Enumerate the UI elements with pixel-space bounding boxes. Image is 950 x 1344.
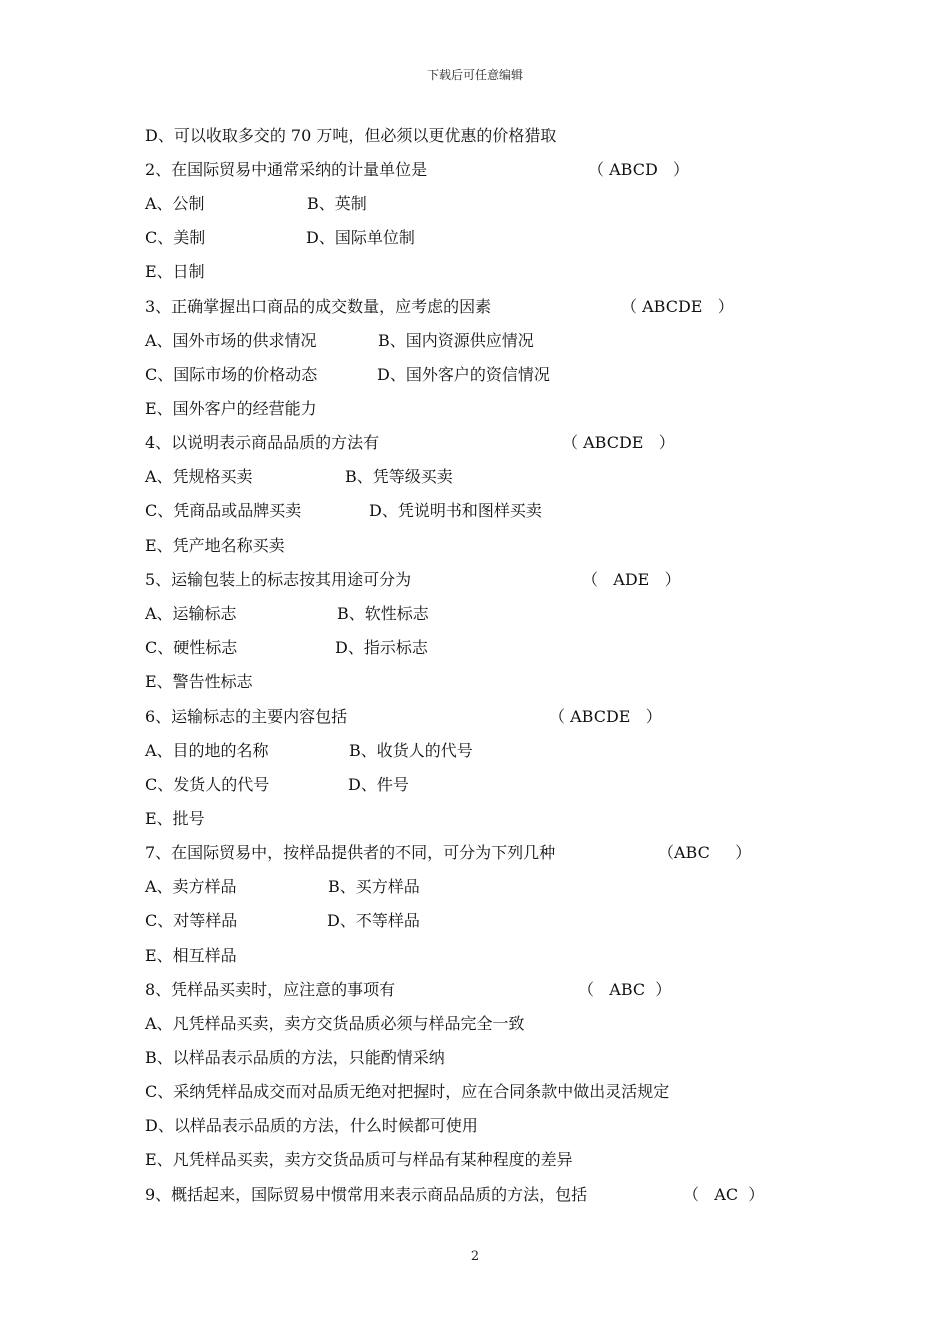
option-a: A、目的地的名称 (145, 741, 269, 760)
option-a: A、卖方样品 (145, 877, 237, 896)
question-text: 6、运输标志的主要内容包括 (145, 707, 348, 726)
option-b: B、国内资源供应情况 (378, 331, 534, 350)
answer-key: （ ABCD ） (588, 160, 690, 179)
option-a: A、公制 (145, 194, 205, 213)
question-text: 3、正确掌握出口商品的成交数量，应考虑的因素 (145, 297, 492, 316)
option-c: C、美制 (145, 228, 206, 247)
option-e: E、日制 (145, 262, 205, 281)
answer-key: （ ADE ） (582, 570, 681, 589)
option-d: D、指示标志 (335, 638, 428, 657)
option-d: D、不等样品 (327, 911, 420, 930)
answer-key: （ ABCDE ） (621, 297, 734, 316)
question-text: 7、在国际贸易中，按样品提供者的不同，可分为下列几种 (145, 843, 556, 862)
option-b: B、英制 (307, 194, 367, 213)
option-c: C、对等样品 (145, 911, 238, 930)
option-b: B、凭等级买卖 (345, 467, 453, 486)
option-b: B、买方样品 (328, 877, 420, 896)
option-c: C、发货人的代号 (145, 775, 270, 794)
answer-key: （ABC ） (658, 843, 752, 862)
option-a: A、国外市场的供求情况 (145, 331, 317, 350)
option-a: A、运输标志 (145, 604, 237, 623)
page-number: 2 (470, 1249, 480, 1264)
line-text: D、可以收取多交的 70 万吨，但必须以更优惠的价格猎取 (145, 126, 557, 145)
question-text: 2、在国际贸易中通常采纳的计量单位是 (145, 160, 428, 179)
option-d: D、以样品表示品质的方法，什么时候都可使用 (145, 1116, 478, 1135)
option-b: B、软性标志 (337, 604, 429, 623)
question-text: 9、概括起来，国际贸易中惯常用来表示商品品质的方法，包括 (145, 1185, 588, 1204)
option-a: A、凡凭样品买卖，卖方交货品质必须与样品完全一致 (145, 1014, 525, 1033)
option-a: A、凭规格买卖 (145, 467, 253, 486)
option-e: E、凡凭样品买卖，卖方交货品质可与样品有某种程度的差异 (145, 1150, 573, 1169)
option-d: D、国外客户的资信情况 (377, 365, 550, 384)
answer-key: （ AC ） (683, 1185, 765, 1204)
answer-key: （ ABCDE ） (562, 433, 675, 452)
option-e: E、凭产地名称买卖 (145, 536, 285, 555)
option-e: E、批号 (145, 809, 205, 828)
answer-key: （ ABCDE ） (549, 707, 662, 726)
option-c: C、采纳凭样品成交而对品质无绝对把握时，应在合同条款中做出灵活规定 (145, 1082, 670, 1101)
option-b: B、以样品表示品质的方法，只能酌情采纳 (145, 1048, 445, 1067)
question-text: 5、运输包装上的标志按其用途可分为 (145, 570, 412, 589)
page-header: 下载后可任意编辑 (426, 68, 523, 82)
question-text: 4、以说明表示商品品质的方法有 (145, 433, 380, 452)
option-e: E、国外客户的经营能力 (145, 399, 317, 418)
option-b: B、收货人的代号 (349, 741, 473, 760)
option-e: E、警告性标志 (145, 672, 253, 691)
option-d: D、件号 (348, 775, 409, 794)
option-c: C、凭商品或品牌买卖 (145, 501, 302, 520)
option-d: D、凭说明书和图样买卖 (369, 501, 542, 520)
option-e: E、相互样品 (145, 946, 237, 965)
option-c: C、国际市场的价格动态 (145, 365, 318, 384)
question-text: 8、凭样品买卖时，应注意的事项有 (145, 980, 396, 999)
option-d: D、国际单位制 (306, 228, 415, 247)
option-c: C、硬性标志 (145, 638, 238, 657)
answer-key: （ ABC ） (578, 980, 672, 999)
